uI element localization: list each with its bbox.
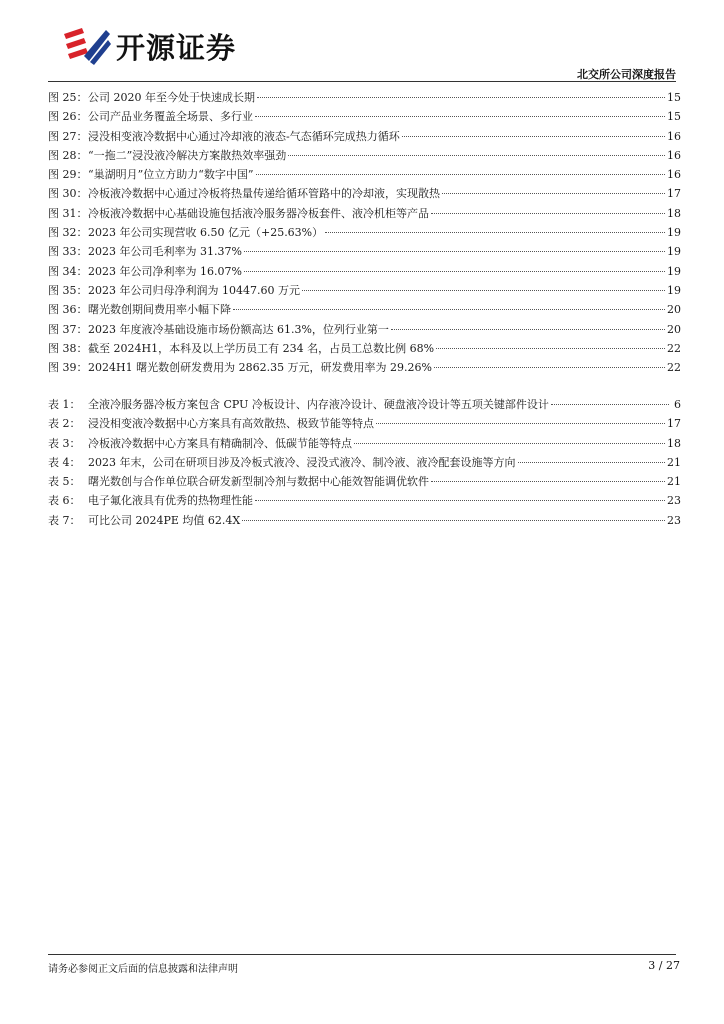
toc-page-number: 21 [667, 455, 681, 469]
toc-row-figure[interactable] [48, 358, 681, 377]
toc-row-figure[interactable] [48, 88, 681, 107]
toc-leader-dots [436, 347, 665, 349]
company-logo [62, 26, 236, 66]
toc-page-number: 16 [667, 129, 681, 143]
toc-entry-title: 2024H1 曙光数创研发费用为 2862.35 万元，研发费用率为 29.26% [88, 361, 433, 375]
toc-row-table[interactable] [48, 414, 681, 433]
toc-leader-dots [402, 135, 665, 137]
toc-page-number: 19 [667, 283, 681, 297]
toc-leader-dots [255, 499, 665, 501]
toc-page-number: 15 [667, 110, 681, 124]
toc-page-number: 22 [667, 341, 681, 355]
toc-entry-number: 图 36： [48, 303, 88, 317]
toc-entry-number: 图 35： [48, 283, 88, 297]
toc-page-number: 21 [667, 475, 681, 489]
table-list [48, 395, 681, 530]
toc-page-number: 18 [667, 206, 681, 220]
toc-leader-dots [242, 519, 665, 521]
toc-entry-title: 冷板液冷数据中心通过冷板将热量传递给循环管路中的冷却液，实现散热 [88, 187, 440, 201]
toc-row-figure[interactable] [48, 300, 681, 319]
toc-leader-dots [431, 480, 665, 482]
toc-row-figure[interactable] [48, 262, 681, 281]
toc-page-number: 6 [674, 398, 681, 411]
toc-entry-number: 图 30： [48, 187, 88, 201]
toc-row-table[interactable] [48, 434, 681, 453]
toc-entry-number: 表 5： [48, 475, 81, 489]
toc-entry-number: 图 39： [48, 361, 88, 375]
toc-row-figure[interactable] [48, 165, 681, 184]
toc-entry-number: 图 34： [48, 264, 88, 278]
toc-entry-number: 表 4： [48, 455, 81, 469]
toc-row-table[interactable] [48, 511, 681, 530]
toc-page-number: 20 [667, 303, 681, 317]
toc-entry-number: 图 29： [48, 168, 88, 182]
toc-page-number: 20 [667, 322, 681, 336]
toc-page-number: 22 [667, 361, 681, 375]
toc-page-number: 23 [667, 513, 681, 527]
toc-leader-dots [391, 328, 665, 330]
toc-leader-dots [257, 96, 665, 98]
toc-entry-number: 表 7： [48, 513, 81, 527]
toc-entry-number: 图 31： [48, 206, 88, 220]
toc-entry-number: 图 25： [48, 91, 88, 104]
toc-row-figure[interactable] [48, 204, 681, 223]
header-divider [48, 81, 676, 82]
toc-entry-title: 2023 年公司归母净利润为 10447.60 万元 [88, 283, 300, 297]
toc-entry-title: 2023 年公司毛利率为 31.37% [88, 245, 242, 259]
toc-row-figure[interactable] [48, 127, 681, 146]
toc-page-number: 23 [667, 494, 681, 508]
toc-entry-number: 图 26： [48, 110, 88, 124]
toc-entry-title: 冷板液冷数据中心基础设施包括液冷服务器冷板套件、液冷机柜等产品 [88, 206, 429, 220]
toc-row-figure[interactable] [48, 242, 681, 261]
toc-entry-title: 冷板液冷数据中心方案具有精确制冷、低碳节能等特点 [88, 436, 352, 450]
toc-leader-dots [302, 289, 665, 291]
toc-leader-dots [244, 250, 665, 252]
toc-leader-dots [256, 173, 666, 175]
toc-page-number: 18 [667, 436, 681, 450]
toc-leader-dots [431, 212, 665, 214]
toc-leader-dots [434, 366, 665, 368]
toc-leader-dots [233, 308, 665, 310]
toc-entry-title: 截至 2024H1，本科及以上学历员工有 234 名，占员工总数比例 68% [88, 341, 435, 355]
toc-row-figure[interactable] [48, 223, 681, 242]
toc-entry-title: “一拖二”浸没液冷解决方案散热效率强劲 [88, 148, 287, 162]
toc-entry-number: 图 33： [48, 245, 88, 259]
toc-leader-dots [255, 115, 665, 117]
toc-row-figure[interactable] [48, 281, 681, 300]
toc-entry-number: 表 2： [48, 417, 81, 431]
report-title: 北交所公司深度报告 [577, 68, 676, 81]
toc-entry-number: 图 28： [48, 148, 88, 162]
toc-entry-title: 公司产品业务覆盖全场景、多行业 [88, 110, 253, 124]
footer-page-number: 3 / 27 [648, 959, 680, 972]
toc-entry-title: 可比公司 2024PE 均值 62.4X [88, 513, 241, 527]
toc-leader-dots [551, 403, 669, 405]
toc-entry-title: “巢湖明月”位立方助力“数字中国” [88, 168, 254, 182]
toc-leader-dots [376, 422, 665, 424]
toc-entry-title: 浸没相变液冷数据中心通过冷却液的液态-气态循环完成热力循环 [88, 129, 400, 143]
toc-page-number: 17 [667, 417, 681, 431]
toc-entry-number: 表 1： [48, 398, 81, 411]
toc-leader-dots [442, 192, 665, 194]
toc-leader-dots [244, 270, 665, 272]
toc-entry-title: 2023 年公司实现营收 6.50 亿元（+25.63%） [88, 226, 324, 240]
toc-page-number: 19 [667, 264, 681, 278]
toc-row-figure[interactable] [48, 320, 681, 339]
toc-entry-title: 公司 2020 年至今处于快速成长期 [88, 91, 255, 104]
toc-page-number: 16 [667, 168, 681, 182]
toc-entry-number: 图 38： [48, 341, 88, 355]
toc-entry-number: 图 37： [48, 322, 88, 336]
toc-row-table[interactable] [48, 472, 681, 491]
toc-row-figure[interactable] [48, 146, 681, 165]
toc-entry-number: 表 3： [48, 436, 81, 450]
toc-page-number: 19 [667, 245, 681, 259]
footer-divider [48, 954, 676, 955]
toc-entry-title: 曙光数创与合作单位联合研发新型制冷剂与数据中心能效智能调优软件 [88, 475, 429, 489]
toc-page-number: 15 [667, 91, 681, 104]
toc-entry-title: 曙光数创期间费用率小幅下降 [88, 303, 231, 317]
toc-row-figure[interactable] [48, 107, 681, 126]
toc-entry-title: 2023 年末，公司在研项目涉及冷板式液冷、浸没式液冷、制冷液、液冷配套设施等方向 [88, 455, 516, 469]
footer-disclaimer: 请务必参阅正文后面的信息披露和法律声明 [48, 964, 238, 975]
toc-entry-title: 全液冷服务器冷板方案包含 CPU 冷板设计、内存液冷设计、硬盘液冷设计等五项关键部件设计 [88, 398, 549, 411]
toc-page-number: 16 [667, 148, 681, 162]
toc-entry-title: 2023 年公司净利率为 16.07% [88, 264, 242, 278]
toc-row-figure[interactable] [48, 184, 681, 203]
toc-row-table[interactable] [48, 491, 681, 510]
toc-leader-dots [518, 461, 666, 463]
toc-row-figure[interactable] [48, 339, 681, 358]
logo-text: 开源证券 [116, 30, 237, 65]
toc-entry-title: 电子氟化液具有优秀的热物理性能 [88, 494, 253, 508]
kaiyuan-logo-icon [62, 26, 112, 66]
toc-entry-title: 2023 年度液冷基础设施市场份额高达 61.3%，位列行业第一 [88, 322, 389, 336]
toc-leader-dots [354, 442, 665, 444]
toc-entry-title: 浸没相变液冷数据中心方案具有高效散热、极致节能等特点 [88, 417, 374, 431]
toc-leader-dots [325, 231, 665, 233]
toc-entry-number: 图 32： [48, 226, 88, 240]
toc-row-table[interactable] [48, 453, 681, 472]
toc-entry-number: 表 6： [48, 494, 81, 508]
toc-page-number: 17 [667, 187, 681, 201]
toc-row-table[interactable] [48, 395, 681, 414]
toc-leader-dots [288, 154, 665, 156]
toc-entry-number: 图 27： [48, 129, 88, 143]
figure-list [48, 88, 681, 377]
toc-page-number: 19 [667, 226, 681, 240]
